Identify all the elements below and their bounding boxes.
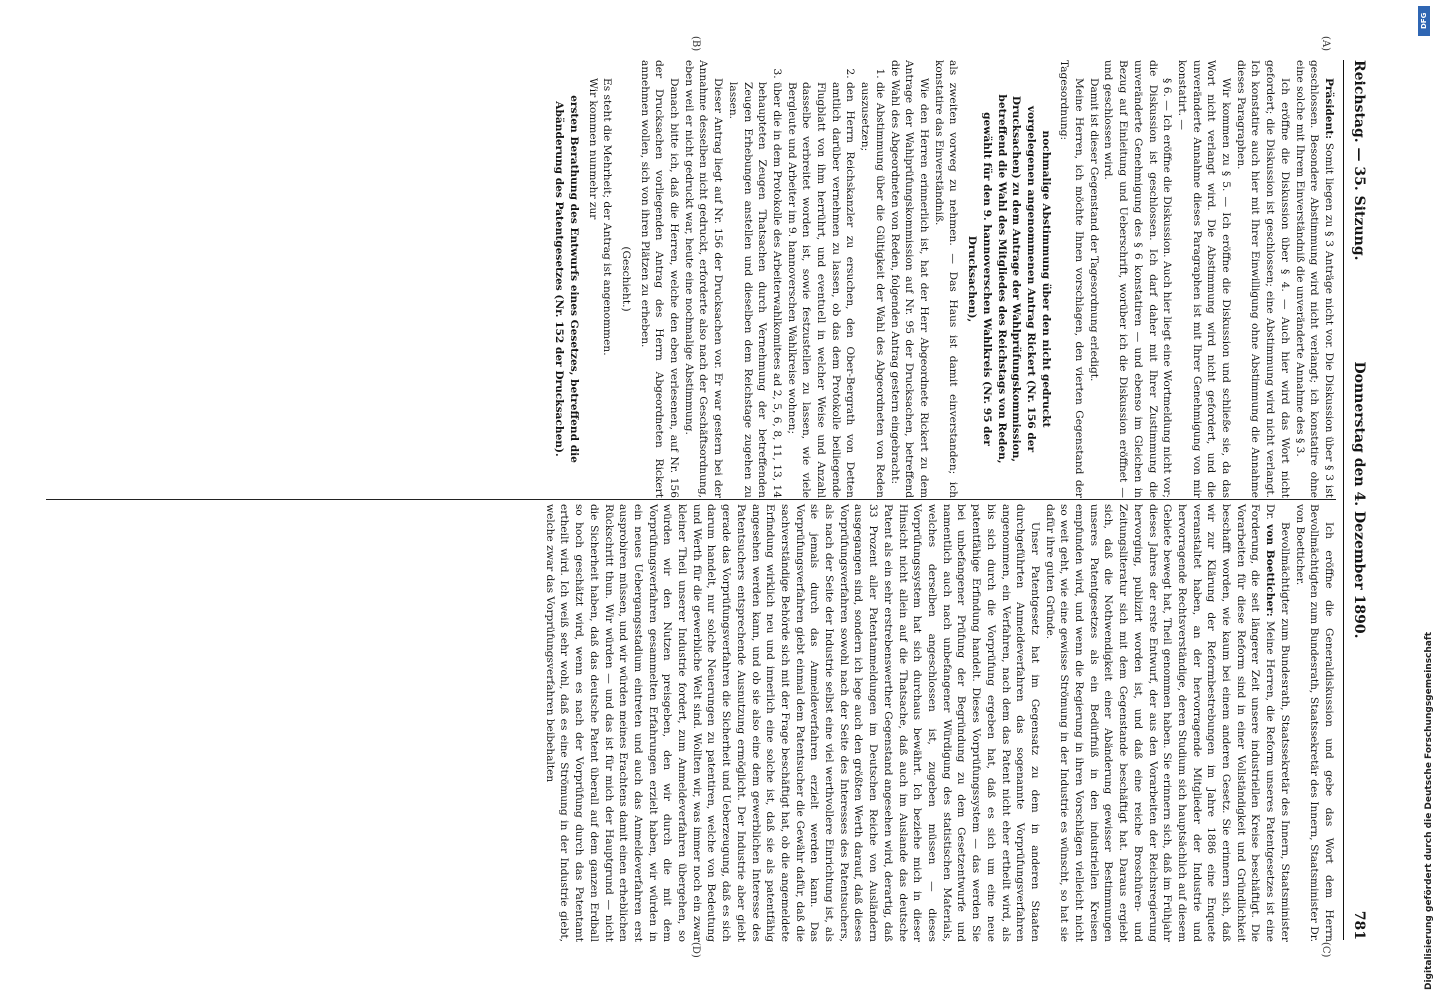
header-date: Donnerstag den 4. Dezember 1890. [1351, 361, 1367, 639]
paragraph: Wir kommen zu § 5. — Ich eröffne die Diskussion und schließe sie, da das Wort nicht verlangt wird. Die Abstimmung wird nicht gefordert, und die unveränderte Annahme dieses Paragraphen ist mit Ihrer Genehmigung von mir konstatirt. — [1175, 60, 1233, 498]
paragraph: § 6. — Ich eröffne die Diskussion. Auch hier liegt eine Wortmeldung nicht vor; die Diskussion ist geschlossen. Ich darf daher mit Ihrer Zustimmung die unveränderte Genehmigung des § 6 konstatiren — und ebenso im Gleichen in Bezug auf Einleitung und Ueberschrift, worüber ich die Diskussion eröffnet — und geschlossen wird. [1102, 60, 1174, 498]
dfg-watermark [1416, 0, 1432, 1000]
paragraph: Ich eröffne die Generaldiskussion und gebe das Wort dem Herrn Bevollmächtigten zum Bundesrath, Staatssekretär des Innern, Staatsminister Dr. von Boetticher. [1293, 504, 1335, 942]
agenda-item-bold: nochmalige Abstimmung über den nicht gedruckt vorgelegenen angenommenen Antrag Rickert (Nr. 156 der Drucksachen) zu dem Antrage der Wahlprüfungskommission, betreffend die Wahl des Mitgliedes des Reichstags von Reden, gewählt für den 9. hannoverschen Wahlkreis (Nr. 95 der Drucksachen), [966, 94, 1052, 464]
header-left: Reichstag. — 35. Sitzung. [1351, 60, 1367, 261]
paragraph-text: Meine Herren, die Reform unseres Patentgesetzes ist eine Forderung, die seit längerer Zeit unsere industriellen Kreise beschäftigt. Die Vorarbeiten für diese Reform sind in einer Vollständigkeit und Gründlichkeit beschafft worden, wie kaum bei einem anderen Gesetz. Sie erinnern sich, daß wir zur Klärung der Reformbestrebungen im Jahre 1886 eine Enquete veranstaltet haben, an der hervorragende Mitglieder der Industrie und hervorragende Rechtsverständige, deren Studium sich hauptsächlich auf diesem Gebiete bewegt hat, Theil genommen haben. Sie erinnern sich, daß im Frühjahr dieses Jahres der erste Entwurf, der aus den Vorarbeiten der Reichsregierung hervorging, publizirt worden ist, und daß eine reiche Broschüren- und Zeitungsliteratur sich mit dem Gegenstande beschäftigt hat. Daraus ergiebt sich, daß die Nothwendigkeit einer Abänderung gewisser Bestimmungen unseres Patentgesetzes als ein Bedürfniß in den industriellen Kreisen empfunden wird, und wenn die Regierung in ihren Vorschlägen vielleicht nicht so weit geht, wie eine gewisse Strömung in der Industrie es wünscht, so hat sie dafür ihre guten Gründe. [1043, 504, 1277, 942]
margin-mark-a: (A) [1320, 36, 1331, 52]
speaker-intro: Bevollmächtigter zum Bundesrath, Staatssekretär des Innern, Staatsminister Dr. [1264, 504, 1291, 942]
paragraph-president [1292, 60, 1336, 498]
motion-list [725, 60, 887, 498]
paragraph: als zweiten vorweg zu nehmen. — Das Haus ist damit einverstanden; ich konstatire das Einverständniß. [932, 60, 960, 498]
margin-mark-d: (D) [690, 942, 701, 958]
speaker-name: von Boetticher: [1264, 524, 1277, 617]
paragraph: Danach bitte ich, daß die Herren, welche den eben verlesenen, auf Nr. 156 der Drucksachen vorliegenden Antrag des Herrn Abgeordneten Rickert annehmen wollen, sich von ihren Plätzen zu erheben. [638, 60, 681, 498]
paragraph-text: Somit liegen zu § 3 Anträge nicht vor. Die Diskussion über § 3 ist geschlossen. Besondere Abstimmung wird nicht verlangt; ich konstatire ohne eine solche mit Ihrem Einverständniß die unveränderte Annahme des § 3. [1293, 60, 1335, 498]
column-divider [46, 499, 1336, 500]
speaker-president: Präsident: [1323, 78, 1335, 140]
paragraph: Unser Patentgesetz hat im Gegensatz zu dem in anderen Staaten durchgeführten Anmeldeverfahren das sogenannte Vorprüfungsverfahren angenommen, ein Verfahren, nach dem das Patent nicht eher ertheilt wird, als bis sich durch die Vorprüfung ergeben hat, daß es sich um eine neue patentfähige Erfindung handelt. Dieses Vorprüfungssystem — das werden Sie bei unbefangener Prüfung der Begründung zu dem Gesetzentwurfe und namentlich auch nach unbefangener Würdigung des statistischen Materials, welches derselben angeschlossen ist, zugeben müssen — dieses Vorprüfungssystem hat sich durchaus bewährt. Ich beziehe mich in dieser Hinsicht nicht allein auf die Thatsache, daß auch im Auslande das deutsche Patent als ein sehr erstrebenswerther Gegenstand angesehen wird, derartig, daß 33 Prozent aller Patentanmeldungen im Deutschen Reiche von Ausländern ausgegangen sind, sondern ich lege auch den größten Werth darauf, daß dieses Vorprüfungsverfahren sowohl nach der Seite des Interesses des Patentsuchers, als nach der Seite der Industrie selbst eine viel werthvollere Einrichtung ist, als sie jemals durch das Anmeldeverfahren erzielt werden kann. Das Vorprüfungsverfahren giebt einmal dem Patentsucher die Gewähr dafür, daß die sachverständige Behörde sich mit der Frage beschäftigt hat, ob die angemeldete Erfindung wirklich neu und innerlich eine solche ist, daß sie als patentfähig angesehen werden kann, und ob sie also eine dem gewerblichen Interesse des Patentsuchers entsprechende Ausnutzung ermöglicht. Der Industrie aber giebt gerade das Vorprüfungsverfahren die Sicherheit und Ueberzeugung, daß es sich darum handelt, nur solche Neuerungen zu patentiren, welche von Bedeutung und Werth für die gewerbliche Welt sind. Wollten wir, was immer noch ein zwar kleiner Theil unserer Industrie fordert, zum Anmeldeverfahren übergehen, so würden wir den Nutzen preisgeben, den wir durch die mit dem Vorprüfungsverfahren gesammelten Erfahrungen erzielt haben, wir würden in ein neues Uebergangsstadium eintreten und auch das Anmeldeverfahren erst ausprobiren müssen, und wir würden meines Erachtens damit einen erheblichen Rückschritt thun. Wir würden — und das ist für mich der Hauptgrund — nicht die Sicherheit haben, daß das deutsche Patent überall auf dem ganzen Erdball so hoch geschätzt wird, wenn es nach der Vorprüfung durch das Patentamt ertheilt wird. Ich weiß sehr wohl, daß es eine Strömung in der Industrie giebt, welche zwar das Vorprüfungsverfahren beibehalten [543, 504, 1041, 942]
list-item: 2. den Herrn Reichskanzler zu ersuchen, den Ober-Bergrath von Detten amtlich darüber vernehmen zu lassen, ob das dem Protokolle beiliegende Flugblatt von ihm herrührt, und eventuell in welcher Weise und Anzahl dasselbe verbreitet worden ist, sowie festzustellen zu lassen, wie viele Bergleute und Arbeiter im 9. hannoverschen Wahlkreise wohnen; [784, 82, 858, 498]
stage-direction: (Geschieht.) [619, 246, 632, 312]
paragraph: Wie den Herren erinnerlich ist, hat der Herr Abgeordnete Rickert zu dem Antrage der Wahlprüfungskommission auf Nr. 95 der Drucksachen, betreffend die Wahl des Abgeordneten von Reden, folgenden Antrag gestern eingebracht: [888, 60, 931, 498]
paragraph-speech [1042, 504, 1292, 942]
paragraph: Damit ist dieser Gegenstand der Tagesordnung erledigt. [1087, 78, 1100, 382]
list-item: 1. die Abstimmung über die Gültigkeit der Wahl des Abgeordneten von Reden auszusetzen; [858, 82, 887, 498]
paragraph: Meine Herren, ich möchte Ihnen vorschlagen, den vierten Gegenstand der Tagesordnung: [1058, 60, 1086, 498]
agenda-item-bold: ersten Berathung des Entwurfs eines Gesetzes, betreffend die Abänderung des Patentgesetzes (Nr. 152 der Drucksachen). [553, 95, 580, 463]
paragraph: Es steht die Mehrheit; der Antrag ist angenommen. [601, 78, 614, 356]
paragraph: Dieser Antrag liegt auf Nr. 156 der Drucksachen vor. Er war gestern bei der Annahme desselben nicht gedruckt, erforderte also nach der Geschäftsordnung, eben weil er nicht gedruckt war, heute eine nochmalige Abstimmung. [682, 60, 725, 498]
paragraph: Ich eröffne die Diskussion über § 4. — Auch hier wird das Wort nicht gefordert; die Diskussion ist geschlossen; eine Abstimmung wird nicht verlangt. Ich konstatire auch hier mit Ihrer Einwilligung ohne Abstimmung die Annahme dieses Paragraphen. [1234, 60, 1291, 498]
watermark-text: Digitalisierung gefördert durch die Deutsche Forschungsgemeinschaft [1424, 631, 1434, 990]
header-rule [1343, 60, 1344, 940]
paragraph: Wir kommen nunmehr zur [586, 78, 599, 220]
left-column [46, 60, 1336, 498]
scanned-page [22, 30, 1402, 970]
page-header [1348, 60, 1370, 940]
page-number: 781 [1351, 910, 1367, 940]
dfg-logo: DFG [1418, 6, 1430, 36]
margin-mark-c: (C) [1320, 942, 1331, 958]
right-column [46, 504, 1336, 942]
list-item: 3. über die in dem Protokolle des Arbeiterwahlkomitees ad 2, 5, 6, 8, 11, 13, 14 behaupteten Zeugen Thatsachen durch Vernehmung der betreffenden Zeugen Erhebungen anstellen und dieselben dem Reichstage zugehen zu lassen. [725, 82, 784, 498]
margin-mark-b: (B) [690, 36, 701, 52]
